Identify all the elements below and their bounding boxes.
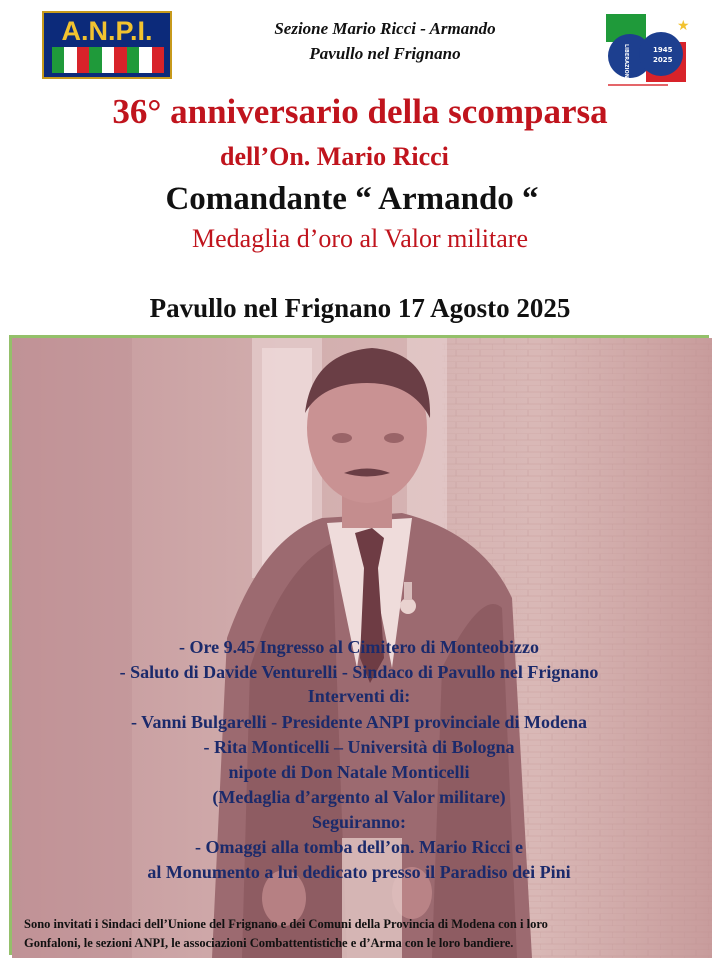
program-item-4: - Rita Monticelli – Università di Bologna [203, 737, 515, 757]
program-item-5: - Omaggi alla tomba dell’on. Mario Ricci e [195, 837, 523, 857]
program-heading-speakers: Interventi di: [307, 686, 411, 706]
program-item-2: - Saluto di Davide Venturelli - Sindaco di Pavullo nel Frignano [119, 662, 599, 682]
program-heading-following: Seguiranno: [311, 812, 407, 832]
commander-title: Comandante “ Armando “ [165, 181, 539, 217]
section-name: Sezione Mario Ricci - Armando [274, 19, 496, 38]
svg-text:★: ★ [677, 18, 690, 34]
italian-flag-stripes [52, 47, 164, 73]
program-item-3: - Vanni Bulgarelli - Presidente ANPI provinciale di Modena [130, 712, 588, 732]
section-town: Pavullo nel Frignano [309, 44, 461, 63]
anpi-logo [42, 11, 172, 79]
anpi-logo-text: A.N.P.I. [61, 16, 153, 46]
lib-logo-1945: 1945 [653, 46, 673, 54]
program-item-4-medal: (Medaglia d’argento al Valor militare) [212, 787, 506, 807]
liberazione-80-logo [606, 12, 690, 88]
invitation-line-1: Sono invitati i Sindaci dell’Unione del Frignano e dei Comuni della Provincia di Modena con i loro [24, 917, 548, 931]
program-item-4-detail: nipote di Don Natale Monticelli [228, 762, 470, 782]
event-date-line: Pavullo nel Frignano 17 Agosto 2025 [149, 293, 571, 323]
gold-medal-line: Medaglia d’oro al Valor militare [192, 224, 528, 253]
subtitle-honorable: dell’On. Mario Ricci [220, 142, 449, 171]
lib-logo-2025: 2025 [653, 56, 673, 64]
lib-logo-vertical-text: LIBERAZIONE [623, 44, 629, 82]
portrait-photo-panel [9, 335, 709, 955]
anniversary-title: 36° anniversario della scomparsa [112, 92, 608, 131]
program-item-1: - Ore 9.45 Ingresso al Cimitero di Monteobizzo [179, 637, 539, 657]
invitation-line-2: Gonfaloni, le sezioni ANPI, le associazioni Combattentistiche e d’Arma con le loro bandiere. [24, 936, 514, 950]
program-item-5-detail: al Monumento a lui dedicato presso il Paradiso dei Pini [147, 862, 571, 882]
